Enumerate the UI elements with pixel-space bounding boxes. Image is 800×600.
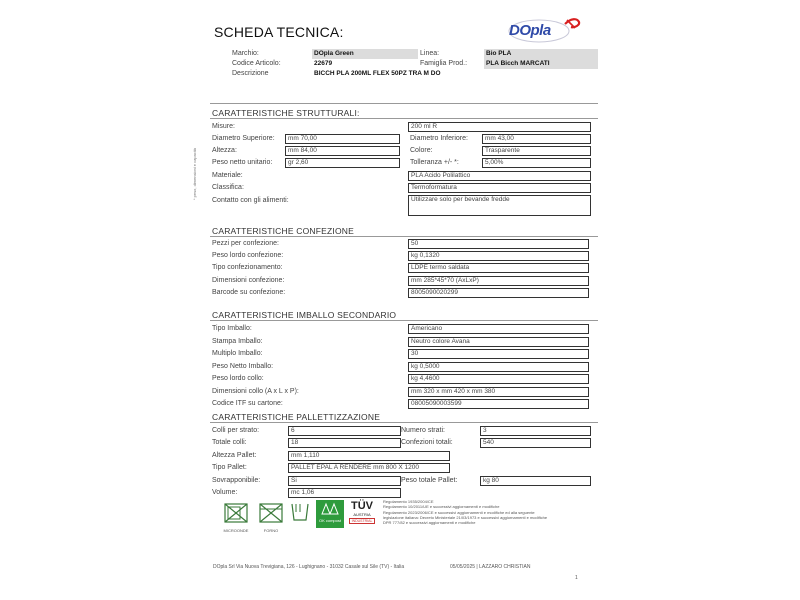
- peso-lordo-conf-value: kg 0,1320: [408, 251, 589, 261]
- multiplo-imballo-label: Multiplo Imballo:: [212, 350, 263, 357]
- dim-conf-label: Dimensioni confezione:: [212, 277, 285, 284]
- logo-brand: DOpla: [509, 22, 551, 39]
- codice-label: Codice Articolo:: [232, 60, 281, 67]
- divider-imballo: [210, 320, 598, 321]
- header-row-1: [214, 49, 598, 59]
- regulation-line: Regolamento 2023/2006/CE e successivi aggiornamenti e modifiche ed alla seguente: [383, 509, 535, 515]
- peso-netto-imballo-label: Peso Netto Imballo:: [212, 363, 274, 370]
- altezza-label: Altezza:: [212, 147, 237, 154]
- peso-lordo-conf-label: Peso lordo confezione:: [212, 252, 284, 259]
- tipo-conf-value: LDPE termo saldata: [408, 263, 589, 273]
- barcode-value: 8005090020299: [408, 288, 589, 298]
- pezzi-label: Pezzi per confezione:: [212, 240, 279, 247]
- ok-compost-badge: [316, 500, 344, 528]
- altezza-pallet-value: mm 1,110: [288, 451, 450, 461]
- misure-value: 200 ml R: [408, 122, 591, 132]
- descrizione-value: BICCH PLA 200ML FLEX 50PZ TRA M DO: [314, 70, 441, 77]
- section-title-strutturali: CARATTERISTICHE STRUTTURALI:: [212, 108, 360, 118]
- volume-label: Volume:: [212, 489, 238, 496]
- materiale-value: PLA Acido Polilattico: [408, 171, 591, 181]
- contatto-value: Utilizzare solo per bevande fredde: [408, 195, 591, 216]
- codice-value: 22679: [314, 60, 333, 67]
- colli-strato-label: Colli per strato:: [212, 427, 260, 434]
- multiplo-imballo-value: 30: [408, 349, 589, 359]
- peso-lordo-collo-value: kg 4,4600: [408, 374, 589, 384]
- divider-top: [210, 103, 598, 104]
- oven-icon: [257, 500, 285, 528]
- itf-label: Codice ITF su cartone:: [212, 400, 283, 407]
- classifica-label: Classifica:: [212, 184, 244, 191]
- recycle-icon: [316, 500, 344, 518]
- altezza-value: mm 84,00: [285, 146, 400, 156]
- num-strati-value: 3: [480, 426, 591, 436]
- sovrapponibile-value: Si: [288, 476, 401, 486]
- misure-label: Misure:: [212, 123, 235, 130]
- side-note: * peso, dimensioni e capacità: [192, 147, 197, 200]
- tipo-pallet-label: Tipo Pallet:: [212, 464, 247, 471]
- diam-inf-label: Diametro Inferiore:: [410, 135, 468, 142]
- food-contact-icon: [286, 500, 314, 528]
- tuv-sub-text: AUSTRIA: [353, 512, 371, 517]
- logo-wordmark: [509, 22, 551, 39]
- tuv-logo-text: TÜV: [351, 500, 373, 512]
- marchio-value: DOpla Green: [312, 49, 418, 59]
- classifica-value: Termoformatura: [408, 183, 591, 193]
- colore-value: Trasparente: [482, 146, 591, 156]
- peso-netto-value: gr 2,60: [285, 158, 400, 168]
- tipo-conf-label: Tipo confezionamento:: [212, 264, 283, 271]
- colore-label: Colore:: [410, 147, 433, 154]
- diam-sup-value: mm 70,00: [285, 134, 400, 144]
- num-strati-label: Numero strati:: [401, 427, 445, 434]
- regulation-line: legislazione italiana: Decreto Ministeriale 21/03/1973 e successivi aggiornamenti e modifiche: [383, 514, 548, 520]
- dim-conf-value: mm 285*45*70 (AxLxP): [408, 276, 589, 286]
- sovrapponibile-label: Sovrapponibile:: [212, 477, 261, 484]
- regulation-line: Regolamento 10/2011/UE e successivi aggiornamenti e modifiche: [383, 504, 500, 510]
- page-title: SCHEDA TECNICA:: [214, 24, 344, 40]
- conf-totali-value: 540: [480, 438, 591, 448]
- pezzi-value: 50: [408, 239, 589, 249]
- divider-strutturali: [210, 118, 598, 119]
- altezza-pallet-label: Altezza Pallet:: [212, 452, 257, 459]
- microwave-icon: [222, 500, 250, 528]
- header-row-2: [214, 59, 598, 69]
- peso-netto-label: Peso netto unitario:: [212, 159, 273, 166]
- stampa-imballo-value: Neutro colore Avana: [408, 337, 589, 347]
- linea-label: Linea:: [420, 50, 440, 57]
- header-row-3: [214, 69, 598, 79]
- volume-value: mc 1,06: [288, 488, 401, 498]
- tipo-pallet-value: PALLET EPAL A RENDERE mm 800 X 1200: [288, 463, 450, 473]
- tipo-imballo-value: Americano: [408, 324, 589, 334]
- footer-date-author: 05/05/2025 | LAZZARO CHRISTIAN: [450, 564, 531, 570]
- microonde-label: MICROONDE: [223, 528, 249, 533]
- peso-lordo-collo-label: Peso lordo collo:: [212, 375, 264, 382]
- peso-tot-pallet-value: kg 80: [480, 476, 591, 486]
- page-number: 1: [575, 575, 578, 581]
- marchio-label: Marchio:: [232, 50, 259, 57]
- diam-sup-label: Diametro Superiore:: [212, 135, 275, 142]
- ok-compost-text: OK compost: [318, 518, 341, 523]
- industrial-text: INDUSTRIAL: [349, 518, 375, 524]
- contatto-label: Contatto con gli alimenti:: [212, 197, 289, 204]
- descrizione-label: Descrizione: [232, 70, 269, 77]
- barcode-label: Barcode su confezione:: [212, 289, 286, 296]
- dim-collo-value: mm 320 x mm 420 x mm 380: [408, 387, 589, 397]
- forno-label: FORNO: [263, 528, 279, 533]
- regulations-list: [383, 499, 593, 525]
- totale-colli-value: 18: [288, 438, 401, 448]
- tolleranza-value: 5,00%: [482, 158, 591, 168]
- totale-colli-label: Totale colli:: [212, 439, 247, 446]
- section-title-imballo: CARATTERISTICHE IMBALLO SECONDARIO: [212, 310, 397, 320]
- stampa-imballo-label: Stampa Imballo:: [212, 338, 263, 345]
- itf-value: 08005090003599: [408, 399, 589, 409]
- dim-collo-label: Dimensioni collo (A x L x P):: [212, 388, 299, 395]
- famiglia-value: PLA Bicch MARCATI: [484, 59, 598, 69]
- diam-inf-value: mm 43,00: [482, 134, 591, 144]
- materiale-label: Materiale:: [212, 172, 243, 179]
- conf-totali-label: Confezioni totali:: [401, 439, 453, 446]
- section-title-confezione: CARATTERISTICHE CONFEZIONE: [212, 226, 354, 236]
- tuv-badge: [345, 500, 379, 528]
- regulation-line: Regolamento 1935/2004/CE: [383, 499, 434, 504]
- regulation-line: DPR 777/82 e successivi aggiornamenti e modifiche: [383, 520, 476, 526]
- divider-confezione: [210, 236, 598, 237]
- dopla-logo: [505, 16, 583, 46]
- footer-company: DOpla Srl Via Nuova Trevigiana, 126 - Lughignano - 31032 Casale sul Sile (TV) - Italia: [213, 564, 405, 570]
- tolleranza-label: Tolleranza +/- *:: [410, 159, 459, 166]
- divider-pallet: [210, 422, 598, 423]
- colli-strato-value: 6: [288, 426, 401, 436]
- peso-netto-imballo-value: kg 0,5000: [408, 362, 589, 372]
- peso-tot-pallet-label: Peso totale Pallet:: [401, 477, 458, 484]
- section-title-pallet: CARATTERISTICHE PALLETTIZZAZIONE: [212, 412, 381, 422]
- linea-value: Bio PLA: [484, 49, 598, 59]
- famiglia-label: Famiglia Prod.:: [420, 60, 468, 67]
- tipo-imballo-label: Tipo Imballo:: [212, 325, 252, 332]
